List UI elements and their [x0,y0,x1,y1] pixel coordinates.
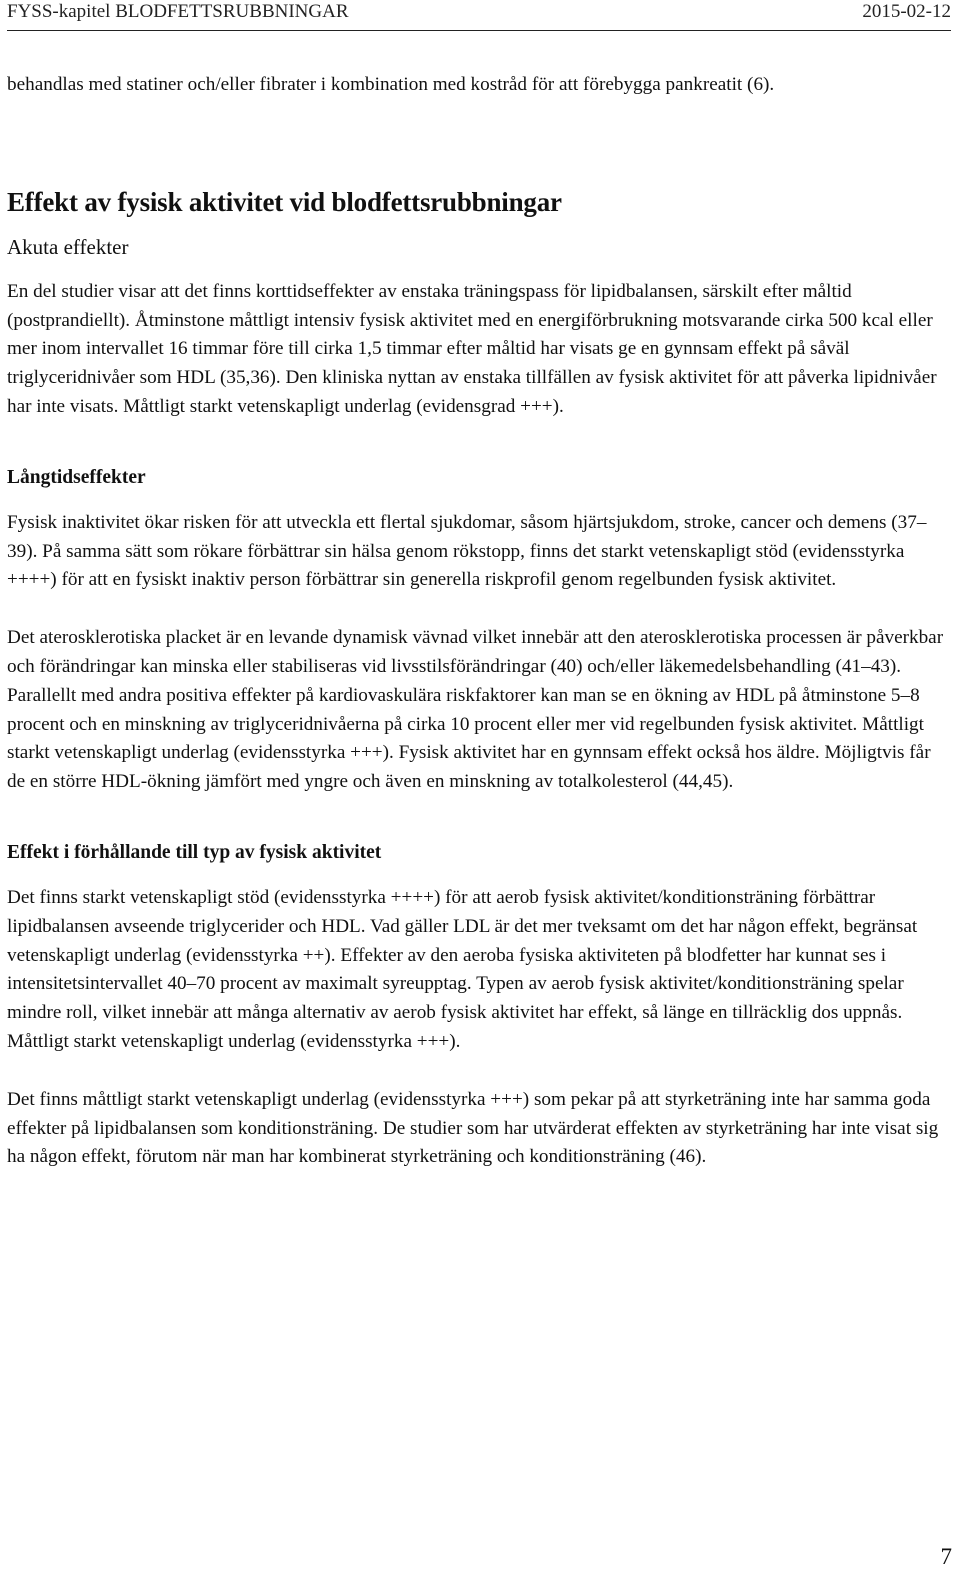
acute-effects-paragraph: En del studier visar att det finns korttidseffekter av enstaka träningspass för lipidbalansen, särskilt efter måltid (postprandiellt). Åtminstone måttligt intensiv fysisk aktivitet med en energiförbrukning motsvarande cirka 500 kcal eller mer inom intervallet 16 timmar före till cirka 1,5 timmar efter måltid har visats ge en gynnsam effekt på såväl triglyceridnivåer som HDL (35,36). Den kliniska nyttan av enstaka tillfällen av fysisk aktivitet för att påverka lipidnivåer har inte visats. Måttligt starkt vetenskapligt underlag (evidensgrad +++). [7,280,937,417]
acute-effects-heading: Akuta effekter [7,234,129,259]
longterm-paragraph-2: Det aterosklerotiska placket är en levande dynamisk vävnad vilket innebär att den aterosklerotiska processen är påverkbar och förändringar kan minska eller stabiliseras vid livsstilsförändringar (40) och/eller läkemedelsbehandling (41–43). Parallellt med andra positiva effekter på kardiovaskulära riskfaktorer kan man se en ökning av HDL på åtminstone 5–8 procent och en minskning av triglyceridnivåerna på cirka 10 procent eller mer vid regelbunden fysisk aktivitet. Måttligt starkt vetenskapligt underlag (evidensstyrka +++). Fysisk aktivitet har en gynnsam effekt också hos äldre. Möjligtvis får de en större HDL-ökning jämfört med yngre och även en minskning av totalkolesterol (44,45). [7,627,944,793]
longterm-paragraph-1: Fysisk inaktivitet ökar risken för att utveckla ett flertal sjukdomar, såsom hjärtsjukdom, stroke, cancer och demens (37–39). På samma sätt som rökare förbättrar sin hälsa genom rökstopp, finns det starkt vetenskapligt stöd (evidensstyrka ++++) för att en fysiskt inaktiv person förbättrar sin generella riskprofil genom regelbunden fysisk aktivitet. [7,511,927,591]
activity-type-paragraph-2: Det finns måttligt starkt vetenskapligt underlag (evidensstyrka +++) som pekar på att styrketräning inte har samma goda effekter på lipidbalansen som konditionsträning. De studier som har utvärderat effekten av styrketräning har inte visat sig ha någon effekt, förutom när man har kombinerat styrketräning och konditionsträning (46). [7,1088,939,1168]
page-number: 7 [940,1544,952,1569]
header-chapter-title: FYSS-kapitel BLODFETTSRUBBNINGAR [7,1,349,22]
paragraph-spacer [7,1057,951,1086]
section-title: Effekt av fysisk aktivitet vid blodfettsrubbningar [7,186,562,217]
activity-type-paragraph-1: Det finns starkt vetenskapligt stöd (evidensstyrka ++++) för att aerob fysisk aktivitet/konditionsträning förbättrar lipidbalansen avseende triglycerider och HDL. Vad gäller LDL är det mer tveksamt om det har någon effekt, begränsat vetenskapligt underlag (evidensstyrka ++). Effekter av den aeroba fysiska aktiviteten på blodfetter har kunnat ses i intensitetsintervallet 40–70 procent av maximalt syreupptag. Typen av aerob fysisk aktivitet/konditionsträning spelar mindre roll, vilket innebär att många alternativ av aerob fysisk aktivitet har effekt, så länge en tillräcklig dos uppnås. Måttligt starkt vetenskapligt underlag (evidensstyrka +++). [7,886,918,1052]
page-header [7,0,951,28]
longterm-effects-heading: Långtidseffekter [7,466,146,488]
intro-paragraph: behandlas med statiner och/eller fibrater i kombination med kostråd för att förebygga pankreatit (6). [7,74,775,95]
document-body [7,71,951,1172]
activity-type-heading: Effekt i förhållande till typ av fysisk aktivitet [7,841,382,863]
paragraph-spacer [7,595,951,624]
header-date: 2015-02-12 [862,1,951,22]
header-divider [7,30,951,31]
